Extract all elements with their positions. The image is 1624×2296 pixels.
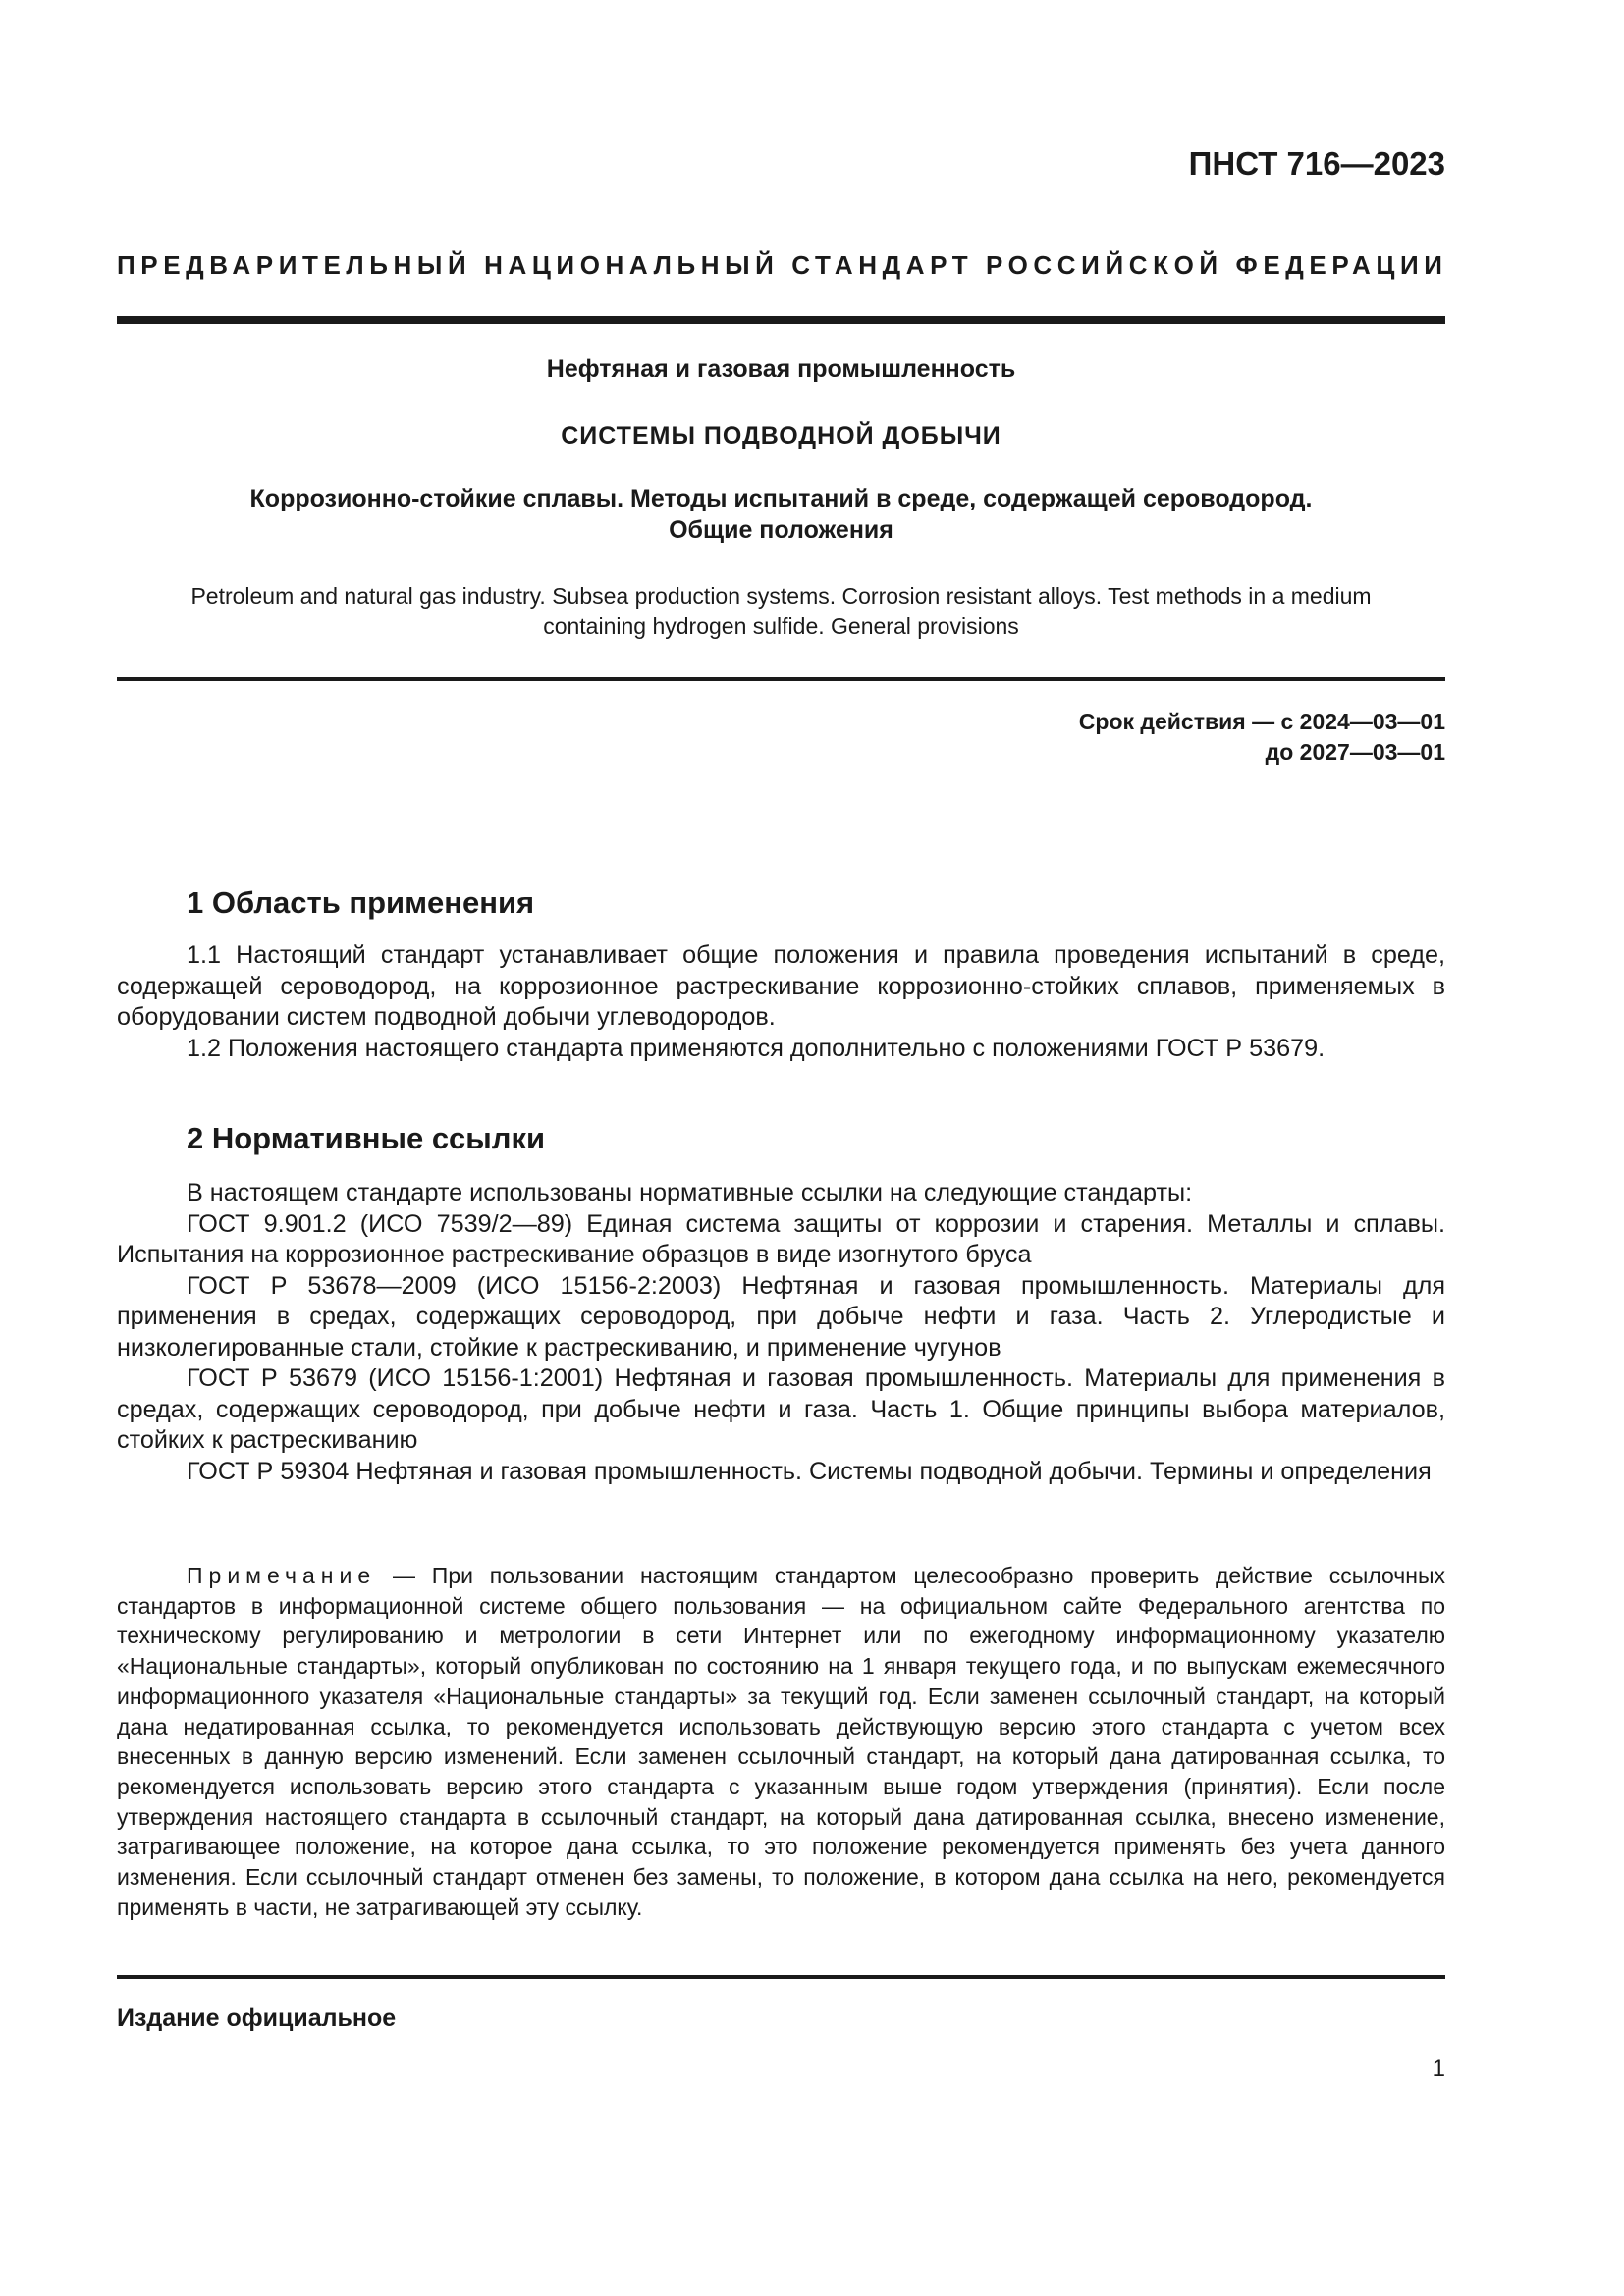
title-rule [117,677,1445,681]
header-rule [117,316,1445,324]
note-label: Примечание [187,1563,377,1588]
validity-end: до 2027—03—01 [1265,739,1445,765]
section-1-heading: 1 Область применения [187,885,535,920]
section-2-heading: 2 Нормативные ссылки [187,1121,546,1155]
english-title-line-2: containing hydrogen sulfide. General provisions [543,614,1019,639]
note-paragraph [117,1561,1445,1922]
document-title-english [117,581,1445,642]
document-title-line-1: Коррозионно-стойкие сплавы. Методы испытаний в среде, содержащей сероводород. [249,485,1313,512]
official-edition-label: Издание официальное [117,2004,397,2032]
section-1-body [117,940,1445,1064]
standard-designation: ПНСТ 716—2023 [1188,145,1445,182]
reference-item: ГОСТ Р 53679 (ИСО 15156-1:2001) Нефтяная и газовая промышленность. Материалы для применения в средах, содержащих сероводород, при добыче нефти и газа. Часть 1. Общие принципы выбора материалов, стойких к растрескиванию [117,1364,1445,1454]
validity-start: Срок действия — с 2024—03—01 [1078,709,1445,734]
document-title [117,483,1445,546]
reference-item: ГОСТ 9.901.2 (ИСО 7539/2—89) Единая система защиты от коррозии и старения. Металлы и сплавы. Испытания на коррозионное растрескивание образцов в виде изогнутого бруса [117,1209,1445,1268]
references-note [117,1561,1445,1922]
footer-rule [117,1975,1445,1979]
document-title-line-2: Общие положения [669,516,893,544]
note-text: — При пользовании настоящим стандартом целесообразно проверить действие ссылочных стандартов в информационной системе общего пользования — на официальном сайте Федерального агентства по техническому регулированию и метрологии в сети Интернет или по ежегодному информационному указателю «Национальные стандарты», который опубликован по состоянию на 1 января текущего года, и по выпускам ежемесячного информационного указателя «Национальные стандарты» за текущий год. Если заменен ссылочный стандарт, на который дана недатированная ссылка, то рекомендуется использовать действующую версию этого стандарта с учетом всех внесенных в данную версию изменений. Если заменен ссылочный стандарт, на который дана датированная ссылка, то рекомендуется использовать версию этого стандарта с указанным выше годом утверждения (принятия). Если после утверждения настоящего стандарта в ссылочный стандарт, на который дана датированная ссылка, внесено изменение, затрагивающее положение, на которое дана ссылка, то это положение рекомендуется применять без учета данного изменения. Если ссылочный стандарт отменен без замены, то положение, в котором дана ссылка на него, рекомендуется применять в части, не затрагивающей эту ссылку. [117,1563,1445,1920]
english-title-line-1: Petroleum and natural gas industry. Subsea production systems. Corrosion resistant alloys. Test methods in a medium [190,583,1372,609]
reference-item: ГОСТ Р 59304 Нефтяная и газовая промышленность. Системы подводной добычи. Термины и определения [187,1457,1432,1485]
page-number: 1 [1432,2056,1445,2082]
section-2-body [117,1178,1445,1487]
clause-1-1: 1.1 Настоящий стандарт устанавливает общие положения и правила проведения испытаний в среде, содержащей сероводород, на коррозионное растрескивание коррозионно-стойких сплавов, применяемых в оборудовании систем подводной добычи углеводородов. [117,941,1445,1031]
standard-type-line: ПРЕДВАРИТЕЛЬНЫЙ НАЦИОНАЛЬНЫЙ СТАНДАРТ РОССИЙСКОЙ ФЕДЕРАЦИИ [117,250,1448,280]
title-group: СИСТЕМЫ ПОДВОДНОЙ ДОБЫЧИ [561,422,1001,450]
clause-1-2: 1.2 Положения настоящего стандарта применяются дополнительно с положениями ГОСТ Р 53679. [187,1034,1326,1062]
reference-item: ГОСТ Р 53678—2009 (ИСО 15156-2:2003) Нефтяная и газовая промышленность. Материалы для применения в средах, содержащих сероводород, при добыче нефти и газа. Часть 2. Углеродистые и низколегированные стали, стойкие к растрескиванию, и применение чугунов [117,1271,1445,1362]
validity-period [1079,707,1445,768]
title-subject: Нефтяная и газовая промышленность [546,355,1016,383]
references-intro: В настоящем стандарте использованы нормативные ссылки на следующие стандарты: [187,1179,1193,1206]
